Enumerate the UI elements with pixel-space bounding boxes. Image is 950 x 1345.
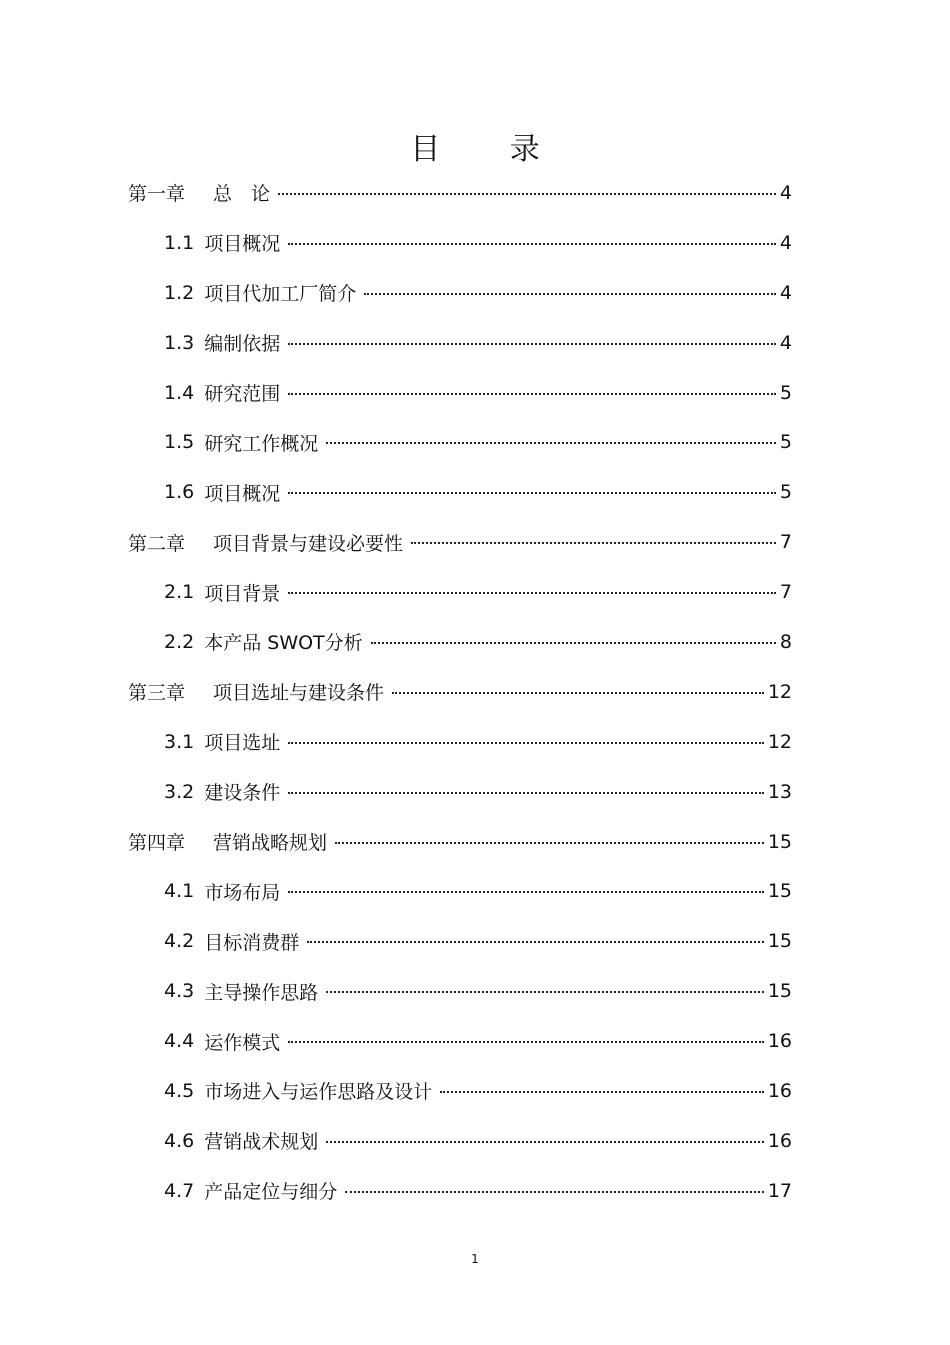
toc-entry-title: 本产品 SWOT分析 <box>204 632 363 655</box>
toc-dot-leader <box>288 891 764 893</box>
toc-dot-leader <box>371 642 776 644</box>
toc-section-entry[interactable] <box>128 866 792 916</box>
toc-entry-number: 1.3 <box>164 331 195 354</box>
toc-chapter-entry[interactable] <box>128 517 792 567</box>
toc-dot-leader <box>364 293 776 295</box>
toc-section-entry[interactable] <box>128 717 792 767</box>
toc-entry-page: 15 <box>767 880 792 903</box>
toc-entry-number: 4.1 <box>164 880 195 903</box>
toc-entry-title: 运作模式 <box>204 1031 281 1054</box>
toc-entry-number: 第三章 <box>128 682 186 705</box>
toc-entry-number: 1.4 <box>164 381 195 404</box>
toc-entry-title: 项目背景与建设必要性 <box>213 532 404 555</box>
toc-section-entry[interactable] <box>128 218 792 268</box>
toc-entry-page: 13 <box>767 780 792 803</box>
toc-dot-leader <box>288 742 764 744</box>
toc-entry-page: 7 <box>779 581 792 604</box>
toc-entry-title: 项目选址 <box>204 732 281 755</box>
toc-dot-leader <box>335 842 764 844</box>
toc-section-entry[interactable] <box>128 1066 792 1116</box>
toc-entry-title: 营销战术规划 <box>204 1131 319 1154</box>
toc-section-entry[interactable] <box>128 1116 792 1166</box>
toc-entry-number: 4.2 <box>164 930 195 953</box>
toc-entry-page: 12 <box>767 680 792 703</box>
toc-entry-page: 7 <box>779 531 792 554</box>
toc-entry-page: 4 <box>779 331 792 354</box>
toc-entry-title: 总 论 <box>213 183 271 206</box>
toc-entry-number: 4.3 <box>164 980 195 1003</box>
toc-section-entry[interactable] <box>128 467 792 517</box>
toc-entry-number: 第一章 <box>128 183 186 206</box>
toc-dot-leader <box>278 193 776 195</box>
toc-entry-number: 1.6 <box>164 481 195 504</box>
toc-entry-page: 12 <box>767 730 792 753</box>
toc-dot-leader <box>288 792 764 794</box>
toc-entry-title: 建设条件 <box>204 782 281 805</box>
toc-entry-number: 1.5 <box>164 431 195 454</box>
toc-dot-leader <box>326 442 776 444</box>
toc-entry-title: 项目选址与建设条件 <box>213 682 385 705</box>
toc-entry-page: 4 <box>779 231 792 254</box>
toc-entry-page: 15 <box>767 830 792 853</box>
page-number: 1 <box>471 1252 479 1266</box>
toc-dot-leader <box>288 343 776 345</box>
toc-section-entry[interactable] <box>128 617 792 667</box>
toc-entry-page: 4 <box>779 181 792 204</box>
toc-entry-number: 3.2 <box>164 780 195 803</box>
toc-dot-leader <box>288 393 776 395</box>
toc-entry-number: 第四章 <box>128 832 186 855</box>
toc-entry-page: 15 <box>767 930 792 953</box>
toc-entry-number: 4.7 <box>164 1179 195 1202</box>
toc-entry-page: 8 <box>779 630 792 653</box>
toc-dot-leader <box>345 1191 764 1193</box>
toc-dot-leader <box>288 592 776 594</box>
toc-entry-page: 16 <box>767 1030 792 1053</box>
toc-section-entry[interactable] <box>128 318 792 368</box>
toc-dot-leader <box>307 941 764 943</box>
toc-entry-title: 目标消费群 <box>204 931 300 954</box>
toc-entry-title: 产品定位与细分 <box>204 1181 338 1204</box>
toc-dot-leader <box>288 492 776 494</box>
toc-entry-title: 营销战略规划 <box>213 832 328 855</box>
toc-chapter-entry[interactable] <box>128 168 792 218</box>
toc-chapter-entry[interactable] <box>128 817 792 867</box>
toc-section-entry[interactable] <box>128 1016 792 1066</box>
toc-entry-number: 1.2 <box>164 281 195 304</box>
toc-entry-number: 3.1 <box>164 730 195 753</box>
toc-chapter-entry[interactable] <box>128 667 792 717</box>
toc-section-entry[interactable] <box>128 1166 792 1216</box>
toc-entry-number: 第二章 <box>128 532 186 555</box>
toc-entry-title: 项目概况 <box>204 482 281 505</box>
toc-section-entry[interactable] <box>128 966 792 1016</box>
toc-entry-number: 2.2 <box>164 630 195 653</box>
toc-dot-leader <box>288 1041 764 1043</box>
toc-section-entry[interactable] <box>128 767 792 817</box>
toc-dot-leader <box>326 991 764 993</box>
toc-dot-leader <box>440 1091 764 1093</box>
toc-section-entry[interactable] <box>128 268 792 318</box>
toc-entry-page: 5 <box>779 481 792 504</box>
toc-entry-page: 5 <box>779 431 792 454</box>
toc-section-entry[interactable] <box>128 417 792 467</box>
table-of-contents <box>128 168 792 1216</box>
toc-entry-page: 15 <box>767 980 792 1003</box>
toc-entry-title: 编制依据 <box>204 333 281 356</box>
toc-entry-number: 1.1 <box>164 231 195 254</box>
toc-entry-number: 4.4 <box>164 1030 195 1053</box>
toc-entry-page: 5 <box>779 381 792 404</box>
toc-entry-title: 项目概况 <box>204 233 281 256</box>
toc-section-entry[interactable] <box>128 567 792 617</box>
toc-entry-number: 4.5 <box>164 1079 195 1102</box>
toc-entry-title: 市场布局 <box>204 881 281 904</box>
toc-entry-title: 项目代加工厂简介 <box>204 283 357 306</box>
toc-dot-leader <box>392 692 764 694</box>
toc-entry-title: 研究范围 <box>204 383 281 405</box>
toc-entry-page: 17 <box>767 1179 792 1202</box>
toc-entry-title: 市场进入与运作思路及设计 <box>204 1081 433 1104</box>
toc-dot-leader <box>326 1141 764 1143</box>
toc-entry-number: 4.6 <box>164 1129 195 1152</box>
toc-section-entry[interactable] <box>128 368 792 418</box>
toc-entry-title: 项目背景 <box>204 582 281 605</box>
toc-entry-page: 4 <box>779 281 792 304</box>
toc-title: 目 录 <box>410 132 570 167</box>
toc-dot-leader <box>288 243 776 245</box>
toc-dot-leader <box>411 542 776 544</box>
toc-entry-page: 16 <box>767 1079 792 1102</box>
toc-entry-number: 2.1 <box>164 581 195 604</box>
toc-section-entry[interactable] <box>128 916 792 966</box>
toc-entry-page: 16 <box>767 1129 792 1152</box>
toc-entry-title: 研究工作概况 <box>204 432 319 455</box>
toc-entry-title: 主导操作思路 <box>204 981 319 1004</box>
